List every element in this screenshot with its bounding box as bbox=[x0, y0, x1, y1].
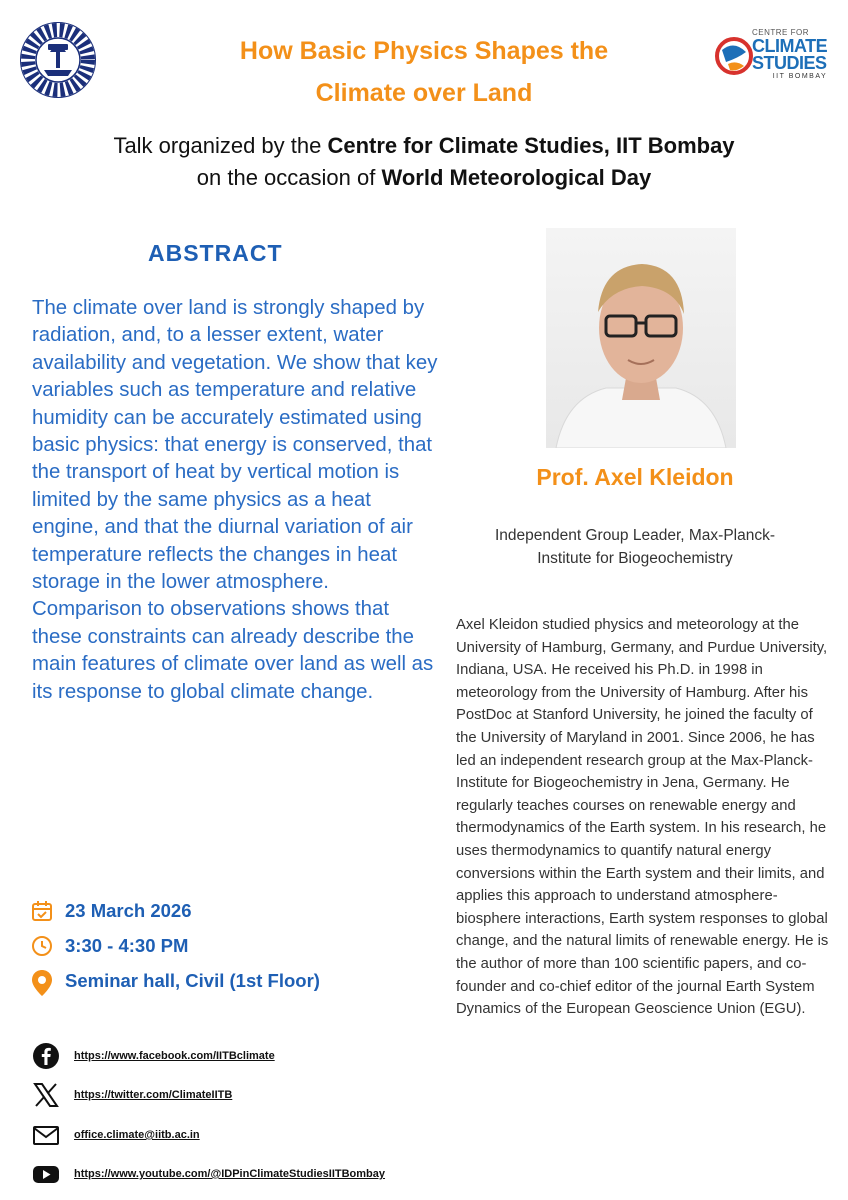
calendar-icon bbox=[30, 899, 54, 923]
twitter-link[interactable]: https://twitter.com/ClimateIITB bbox=[74, 1089, 233, 1101]
event-time-row bbox=[30, 931, 188, 961]
abstract-heading: ABSTRACT bbox=[148, 240, 283, 266]
title-line-1: How Basic Physics Shapes the bbox=[239, 37, 609, 65]
clock-icon bbox=[30, 934, 54, 958]
subtitle bbox=[20, 130, 828, 194]
social-email-row[interactable] bbox=[32, 1121, 200, 1149]
title-line-2: Climate over Land bbox=[315, 79, 533, 107]
ccs-logo bbox=[714, 28, 832, 90]
location-pin-icon bbox=[30, 969, 54, 993]
social-youtube-row[interactable] bbox=[32, 1160, 385, 1188]
social-facebook-row[interactable] bbox=[32, 1042, 275, 1070]
subtitle-line1-prefix: Talk organized by the bbox=[113, 133, 328, 158]
ccs-logo-small: CENTRE FOR bbox=[752, 28, 809, 37]
subtitle-line1-bold: Centre for Climate Studies, IIT Bombay bbox=[327, 133, 735, 158]
social-twitter-row[interactable] bbox=[32, 1081, 232, 1109]
subtitle-line2-prefix: on the occasion of bbox=[196, 165, 382, 190]
email-link[interactable]: office.climate@iitb.ac.in bbox=[74, 1129, 200, 1141]
event-time: 3:30 - 4:30 PM bbox=[65, 935, 189, 956]
x-twitter-icon bbox=[32, 1081, 60, 1109]
event-venue-row bbox=[30, 966, 320, 996]
speaker-name: Prof. Axel Kleidon bbox=[536, 464, 734, 490]
iitb-logo bbox=[12, 14, 104, 106]
youtube-icon bbox=[32, 1160, 60, 1188]
subtitle-line2-bold: World Meteorological Day bbox=[381, 165, 652, 190]
speaker-photo bbox=[546, 228, 736, 448]
email-icon bbox=[32, 1121, 60, 1149]
ccs-logo-line1: CLIMATE bbox=[752, 36, 828, 56]
event-venue: Seminar hall, Civil (1st Floor) bbox=[65, 970, 320, 991]
event-date: 23 March 2026 bbox=[65, 900, 192, 921]
abstract-body: The climate over land is strongly shaped by radiation, and, to a lesser extent, water availability and vegetation. We show that key variables such as temperature and relative humidity can be accurately estimated using basic physics: that energy is conserved, that the transport of heat by vertical motion is limited by the same physics as a heat engine, and that the diurnal variation of air temperature reflects the changes in heat storage in the lower atmosphere. Comparison to observations shows that these constraints can already describe the main features of climate over land as well as its response to global climate change. bbox=[32, 297, 438, 703]
speaker-bio: Axel Kleidon studied physics and meteorology at the University of Hamburg, Germany, and Purdue University, Indiana, USA. He received his Ph.D. in 1998 in meteorology from the University of Hamburg. After his PostDoc at Stanford University, he joined the faculty of the University of Maryland in 2001. Since 2006, he has led an independent research group at the Max-Planck-Institute for Biogeochemistry in Jena, Germany. He regularly teaches courses on renewable energy and thermodynamics of the Earth system. In his research, he uses thermodynamics to quantify natural energy conversions within the Earth system and their limits, and applies this approach to understand atmosphere-biosphere interactions, Earth system responses to global change, and the natural limits of renewable energy. He is the author of more than 100 scientific papers, and co-founder and co-chief editor of the journal Earth System Dynamics of the European Geoscience Union (EGU). bbox=[456, 617, 829, 1018]
youtube-link[interactable]: https://www.youtube.com/@IDPinClimateStudiesIITBombay bbox=[74, 1168, 386, 1180]
globe-icon bbox=[714, 30, 754, 86]
facebook-link[interactable]: https://www.facebook.com/IITBclimate bbox=[74, 1050, 275, 1062]
ccs-logo-line2: STUDIES bbox=[752, 53, 827, 73]
event-date-row bbox=[30, 896, 192, 926]
ccs-logo-institute: IIT BOMBAY bbox=[772, 73, 828, 80]
page-title bbox=[150, 30, 698, 114]
facebook-icon bbox=[32, 1042, 60, 1070]
speaker-role: Independent Group Leader, Max-Planck-Institute for Biogeochemistry bbox=[494, 527, 776, 567]
